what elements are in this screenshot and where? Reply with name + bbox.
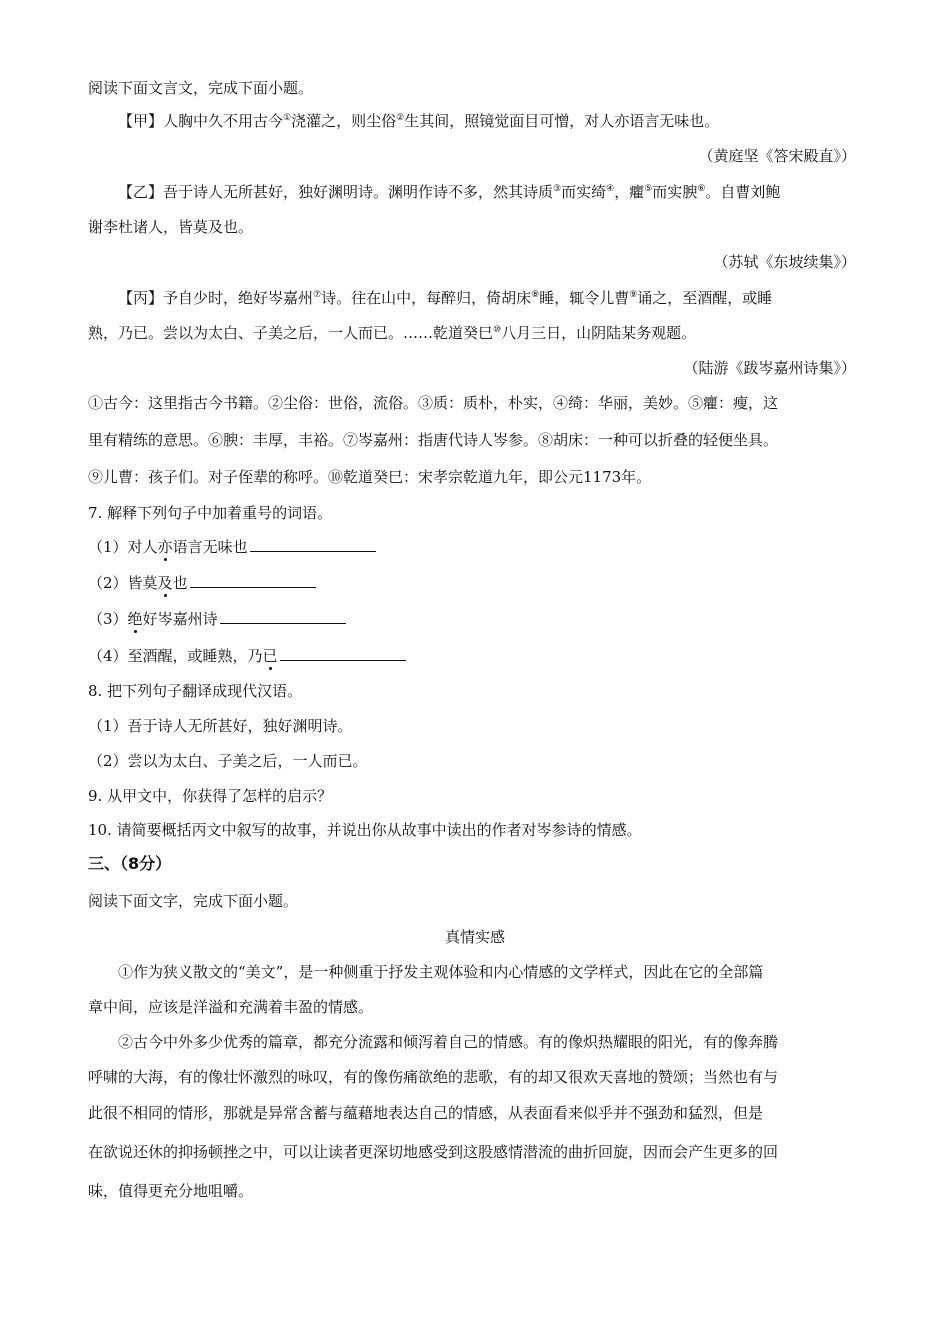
paragraph-line: ②古今中外多少优秀的篇章，都充分流露和倾泻着自己的情感。有的像炽热耀眼的阳光，有的像奔腾: [118, 1033, 779, 1051]
answer-blank[interactable]: [190, 573, 316, 588]
emphasis-word: 已: [262, 647, 278, 665]
footnote-line: ①古今：这里指古今书籍。②尘俗：世俗，流俗。③质：质朴，朴实，④绮：华丽，美妙。⑤癯：瘦，这: [88, 394, 779, 412]
section-heading: 三、（8分）: [88, 854, 172, 873]
passage-source: （苏轼《东坡续集》）: [713, 253, 856, 271]
emphasis-word: 及: [157, 574, 173, 592]
paragraph-line: 在欲说还休的抑扬顿挫之中，可以让读者更深切地感受到这股感情潜流的曲折回旋，因而会产生更多的回: [88, 1143, 779, 1161]
q7-item-2: （2）皆莫及也: [88, 573, 316, 593]
passage-label: 【乙】: [118, 183, 164, 201]
passage-yi: 【乙】吾于诗人无所甚好，独好渊明诗。渊明作诗不多，然其诗质③而实绮④，癯⑤而实腴⑥。自曹刘鲍: [118, 183, 781, 201]
q8-item-2: （2）尝以为太白、子美之后，一人而已。: [88, 752, 368, 770]
passage-source: （陆游《跋岑嘉州诗集》）: [683, 359, 856, 377]
essay-title: 真情实感: [444, 928, 505, 946]
answer-blank[interactable]: [220, 609, 346, 624]
answer-blank[interactable]: [280, 646, 406, 661]
answer-blank[interactable]: [250, 537, 376, 552]
q7-item-3: （3）绝好岑嘉州诗: [88, 609, 346, 629]
question-8: 8. 把下列句子翻译成现代汉语。: [88, 682, 303, 700]
section-intro: 阅读下面文字，完成下面小题。: [88, 892, 299, 910]
question-7: 7. 解释下列句子中加着重号的词语。: [88, 504, 333, 522]
paragraph-line: 味，值得更充分地咀嚼。: [88, 1182, 254, 1200]
passage-bing-line2: 熟，乃已。尝以为太白、子美之后，一人而已。……乾道癸巳⑩八月三日，山阴陆某务观题。: [88, 324, 697, 342]
paragraph-line: 此很不相同的情形，那就是异常含蓄与蕴藉地表达自己的情感，从表面看来似乎并不强劲和猛烈，但是: [88, 1104, 764, 1122]
q7-item-1: （1）对人亦语言无味也: [88, 537, 376, 557]
q8-item-1: （1）吾于诗人无所甚好，独好渊明诗。: [88, 717, 353, 735]
emphasis-word: 亦: [157, 538, 173, 556]
paragraph-line: ①作为狭义散文的“美文”，是一种侧重于抒发主观体验和内心情感的文学样式，因此在它的全部篇: [118, 963, 764, 981]
reading-intro: 阅读下面文言文，完成下面小题。: [88, 79, 314, 97]
passage-bing: 【丙】予自少时，绝好岑嘉州⑦诗。往在山中，每醉归，倚胡床⑧睡，辄令儿曹⑨诵之，至酒醒，或睡: [118, 289, 773, 307]
passage-label: 【丙】: [118, 289, 164, 307]
footnote-line: 里有精练的意思。⑥腴：丰厚，丰裕。⑦岑嘉州：指唐代诗人岑参。⑧胡床：一种可以折叠的轻便坐具。: [88, 431, 779, 449]
passage-jia: 【甲】人胸中久不用古今①浇灌之，则尘俗②生其间，照镜觉面目可憎，对人亦语言无味也。: [118, 112, 720, 130]
paragraph-line: 呼啸的大海，有的像壮怀激烈的咏叹，有的像伤痛欲绝的悲歌，有的却又很欢天喜地的赞颂；当然也有与: [88, 1068, 779, 1086]
q7-item-4: （4）至酒醒，或睡熟，乃已: [88, 646, 406, 666]
question-9: 9. 从甲文中，你获得了怎样的启示？: [88, 787, 333, 805]
question-10: 10. 请简要概括丙文中叙写的故事，并说出你从故事中读出的作者对岑参诗的情感。: [88, 821, 642, 839]
paragraph-line: 章中间，应该是洋溢和充满着丰盈的情感。: [88, 998, 374, 1016]
emphasis-word: 绝: [127, 610, 143, 628]
passage-label: 【甲】: [118, 112, 164, 130]
passage-source: （黄庭坚《答宋殿直》）: [698, 147, 856, 165]
passage-yi-line2: 谢李杜诸人，皆莫及也。: [88, 218, 254, 236]
footnote-line: ⑨儿曹：孩子们。对子侄辈的称呼。⑩乾道癸巳：宋孝宗乾道九年，即公元1173年。: [88, 468, 652, 486]
